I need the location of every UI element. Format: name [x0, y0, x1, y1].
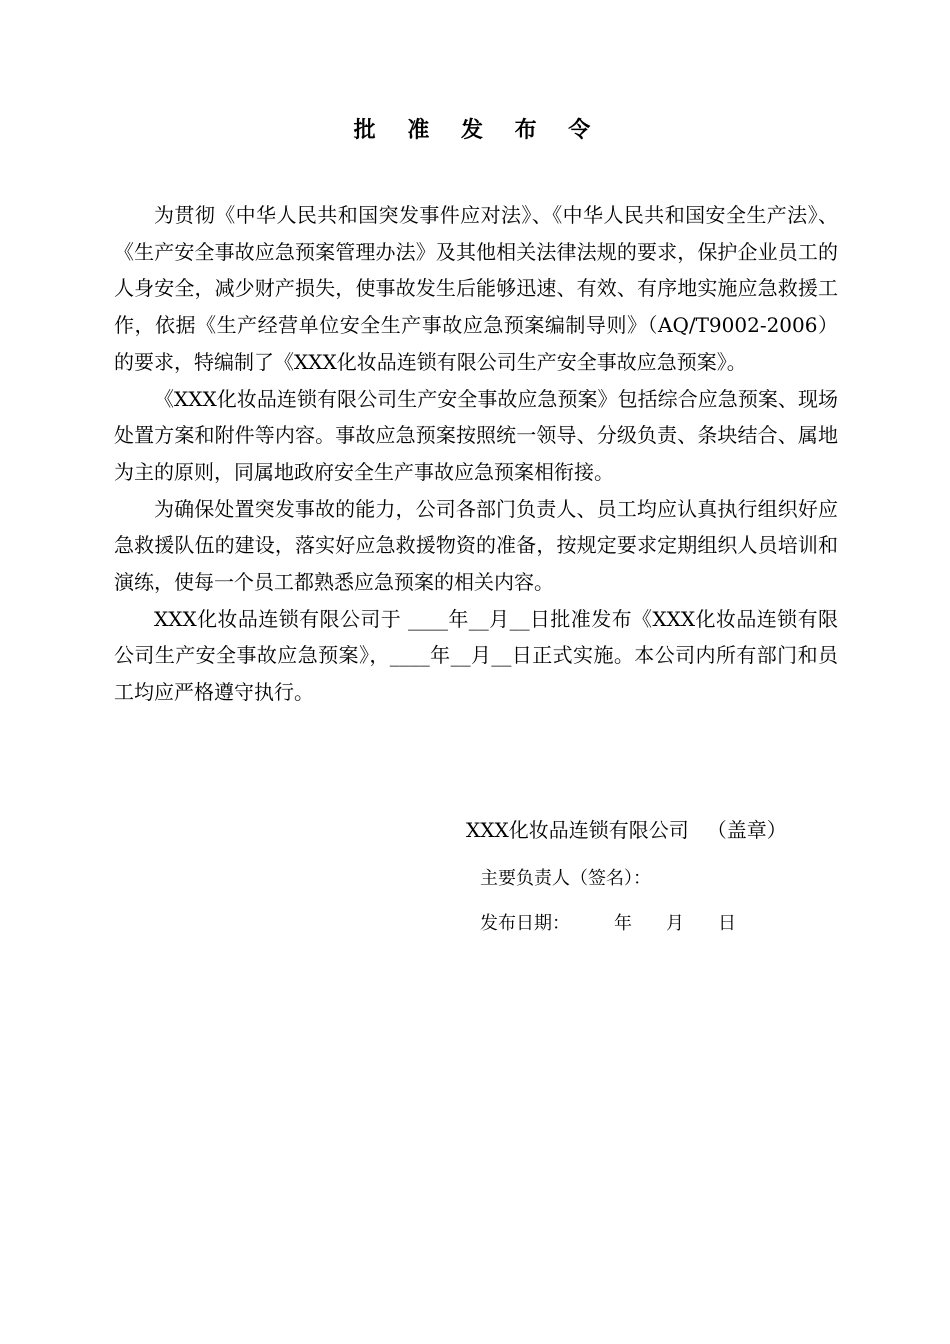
paragraph-4: XXX化妆品连锁有限公司于 ____年__月__日批准发布《XXX化妆品连锁有限公司生产安全事故应急预案》，____年__月__日正式实施。本公司内所有部门和员工均应严格遵守执行。	[114, 606, 838, 705]
signature-company-line	[466, 814, 787, 846]
document-body	[114, 197, 838, 711]
paragraph-3: 为确保处置突发事故的能力，公司各部门负责人、员工均应认真执行组织好应急救援队伍的建设，落实好应急救援物资的准备，按规定要求定期组织人员培训和演练，使每一个员工都熟悉应急预案的相关内容。	[114, 496, 838, 595]
paragraph-1: 为贯彻《中华人民共和国突发事件应对法》、《中华人民共和国安全生产法》、《生产安全事故应急预案管理办法》及其他相关法律法规的要求，保护企业员工的人身安全，减少财产损失，使事故发生后能够迅速、有效、有序地实施应急救援工作，依据《生产经营单位安全生产事故应急预案编制导则》（AQ/T9002-2006）的要求，特编制了《XXX化妆品连锁有限公司生产安全事故应急预案》。	[114, 203, 838, 374]
signature-company: XXX化妆品连锁有限公司	[466, 818, 689, 842]
signature-date-line	[480, 910, 736, 938]
seal-note: （盖章）	[706, 818, 787, 842]
date-day: 日	[718, 913, 736, 934]
signature-person-line	[480, 865, 651, 893]
person-label: 主要负责人（签名）：	[480, 868, 651, 889]
date-year: 年	[614, 913, 632, 934]
paragraph-2: 《XXX化妆品连锁有限公司生产安全事故应急预案》包括综合应急预案、现场处置方案和附件等内容。事故应急预案按照统一领导、分级负责、条块结合、属地为主的原则，同属地政府安全生产事故应急预案相衔接。	[114, 386, 838, 484]
date-label: 发布日期：	[480, 913, 570, 934]
page-title: 批 准 发 布 令	[353, 117, 603, 143]
date-month: 月	[666, 913, 684, 934]
